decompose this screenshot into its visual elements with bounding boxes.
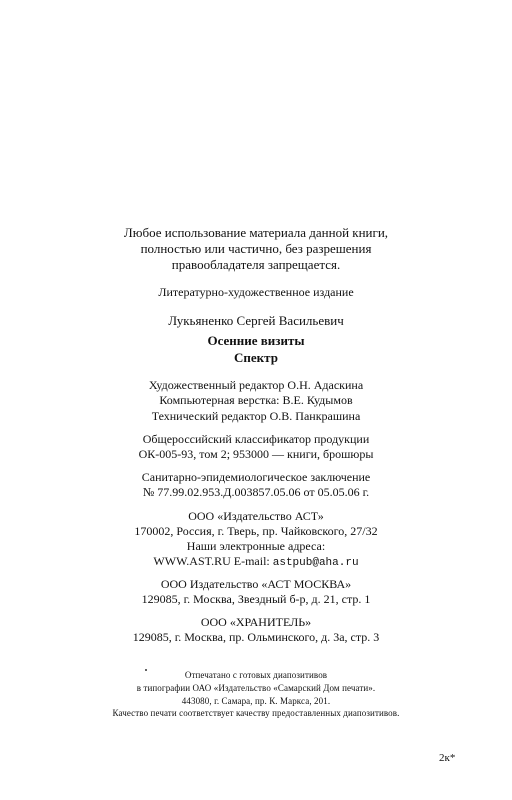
publisher-ast-email: astpub@aha.ru — [272, 557, 359, 569]
edition-type: Литературно-художественное издание — [158, 285, 354, 299]
editor-line-2: Компьютерная верстка: В.Е. Кудымов — [159, 393, 353, 407]
editor-line-3: Технический редактор О.В. Панкрашина — [151, 409, 361, 423]
classifier-line-2: ОК-005-93, том 2; 953000 — книги, брошюры — [138, 447, 374, 461]
book-title-2: Спектр — [234, 350, 278, 365]
publisher-ast-email-heading: Наши электронные адреса: — [186, 539, 326, 553]
publisher-keeper-address: 129085, г. Москва, пр. Ольминского, д. 3а, стр. 3 — [132, 630, 380, 644]
printing-line-4: Качество печати соответствует качеству предоставленных диапозитивов. — [112, 708, 400, 718]
copyright-line-3: правообладателя запрещается. — [171, 257, 341, 272]
publisher-moscow-name: ООО Издательство «АСТ МОСКВА» — [160, 577, 352, 591]
publisher-ast-web: WWW.AST.RU E-mail: — [153, 554, 273, 568]
publisher-keeper-name: ООО «ХРАНИТЕЛЬ» — [200, 615, 312, 629]
publisher-moscow-address: 129085, г. Москва, Звездный б-р, д. 21, стр. 1 — [141, 592, 371, 606]
signature-mark: 2к* — [439, 752, 456, 764]
sanitary-line-2: № 77.99.02.953.Д.003857.05.06 от 05.05.06 г. — [142, 485, 370, 499]
printing-line-2: в типографии ОАО «Издательство «Самарский Дом печати». — [136, 683, 376, 693]
book-title-1: Осенние визиты — [207, 333, 305, 348]
publisher-ast-address: 170002, Россия, г. Тверь, пр. Чайковского, 27/32 — [134, 524, 378, 538]
author-name: Лукьяненко Сергей Васильевич — [168, 313, 344, 328]
copyright-line-2: полностью или частично, без разрешения — [140, 241, 372, 256]
printing-line-1: Отпечатано с готовых диапозитивов — [184, 670, 328, 680]
publisher-ast-contacts — [0, 554, 512, 569]
publisher-ast-name: ООО «Издательство АСТ» — [188, 509, 324, 523]
editor-line-1: Художественный редактор О.Н. Адаскина — [148, 378, 364, 392]
copyright-line-1: Любое использование материала данной книги, — [123, 225, 389, 240]
sanitary-line-1: Санитарно-эпидемиологическое заключение — [141, 470, 371, 484]
classifier-line-1: Общероссийский классификатор продукции — [142, 432, 370, 446]
printing-line-3: 443080, г. Самара, пр. К. Маркса, 201. — [181, 696, 331, 706]
